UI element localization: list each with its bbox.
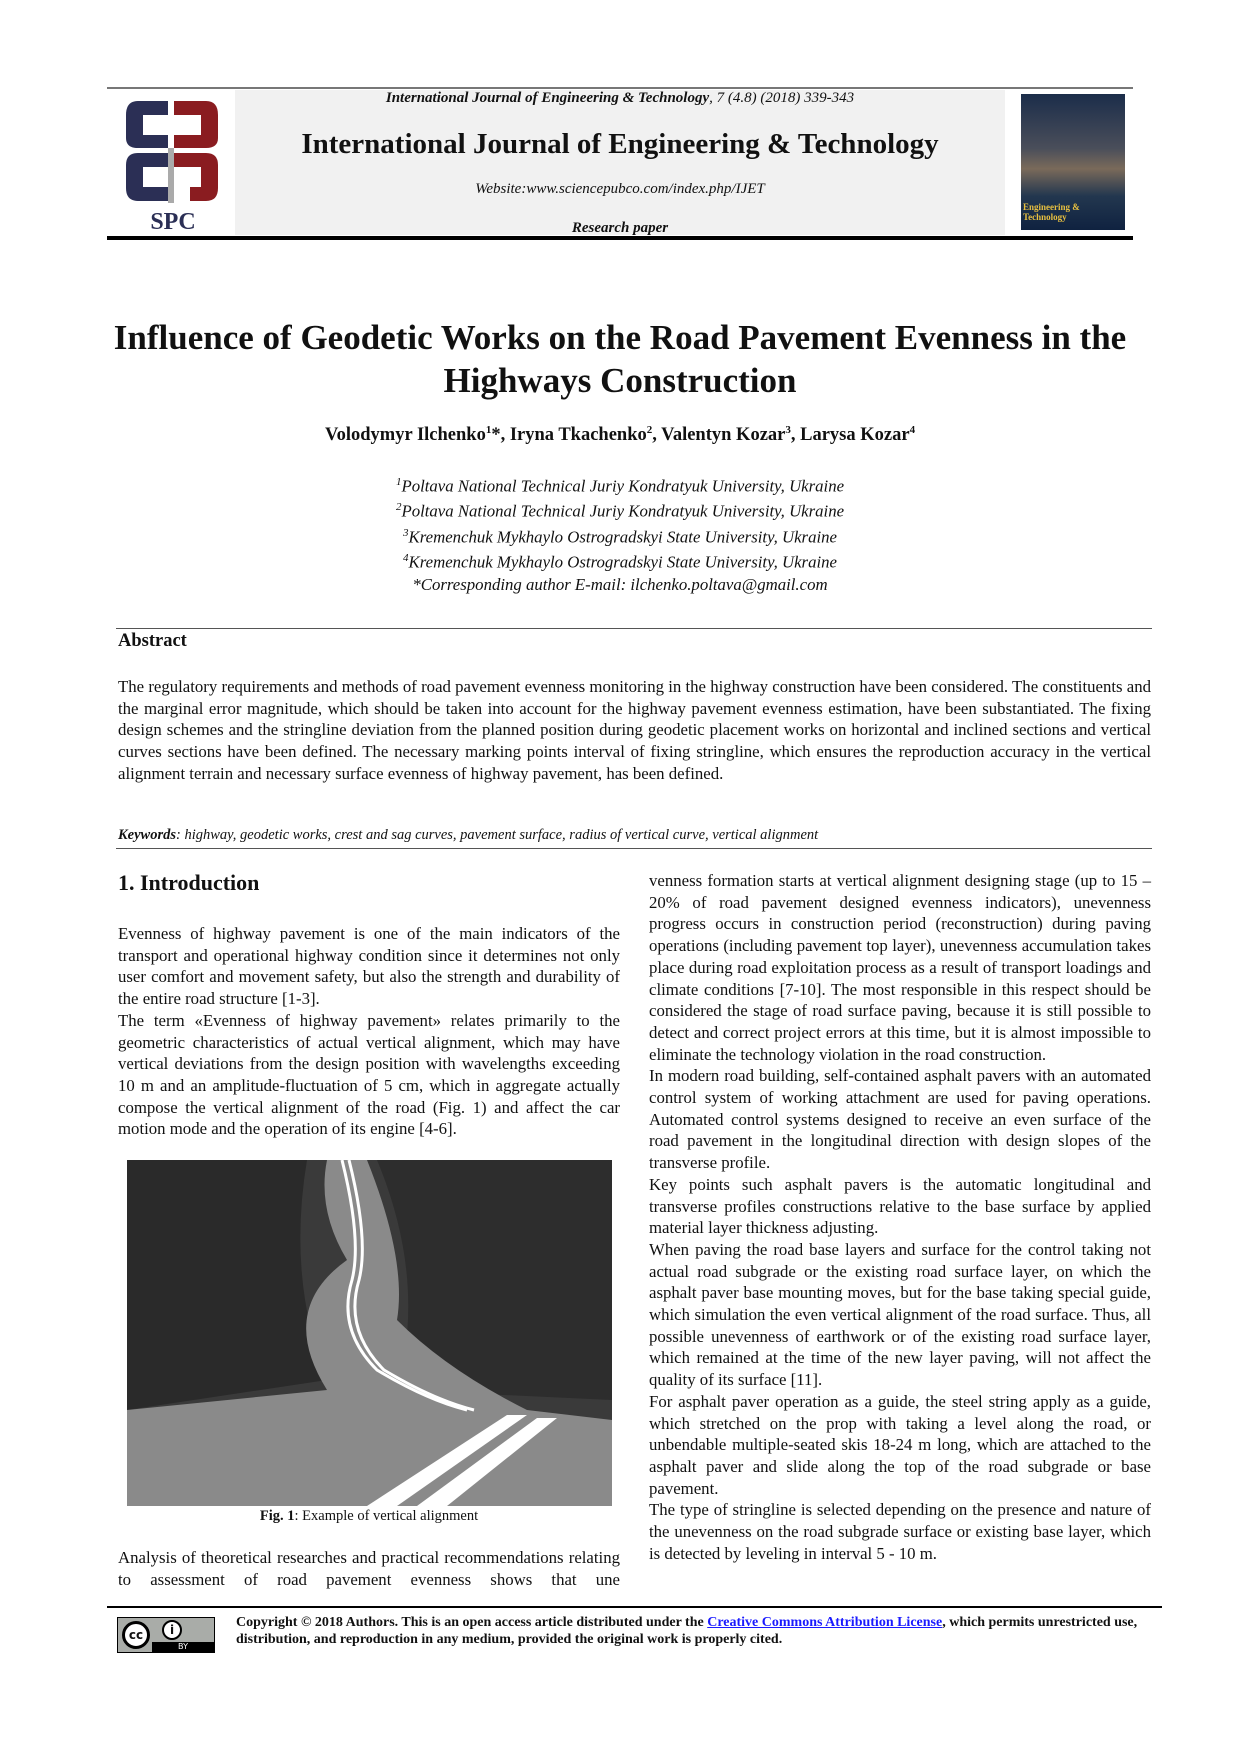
citation-journal: International Journal of Engineering & Technology [385, 90, 710, 106]
paragraph: Evenness of highway pavement is one of the main indicators of the transport and operational highway condition since it determines not only user comfort and movement safety, but also the strength and durability of the entire road structure [1-3]. [118, 924, 620, 1009]
journal-website[interactable]: Website:www.sciencepubco.com/index.php/IJET [475, 181, 765, 197]
license-link[interactable]: Creative Commons Attribution License [707, 1615, 943, 1630]
figure-caption [118, 1508, 620, 1525]
copyright-notice [236, 1614, 1151, 1648]
figure-road-image [127, 1160, 612, 1506]
cover-text: Engineering & Technology [1023, 202, 1080, 222]
affiliations [110, 472, 1130, 595]
intro-right-text [649, 870, 1151, 1565]
keywords-text: : highway, geodetic works, crest and sag curves, pavement surface, radius of vertical curve, vertical alignment [176, 827, 819, 843]
keywords-label: Keywords [118, 827, 176, 843]
journal-title: International Journal of Engineering & Technology [301, 128, 939, 160]
paragraph: In modern road building, self-contained asphalt pavers with an automated control system of working attachment are used for paving operations. Automated control systems designed to receive an even surface of the road pavement in the longitudinal direction with design slopes of the transverse profile. [649, 1066, 1151, 1173]
intro-left-text-continued: Analysis of theoretical researches and practical recommendations relating to assessment of road pavement evenness shows that une [118, 1548, 620, 1589]
cc-by-license-icon[interactable]: cc i BY [117, 1617, 215, 1653]
journal-cover [1021, 94, 1125, 230]
author: Volodymyr Ilchenko$^1$* [324, 424, 501, 446]
paper-type: Research paper [571, 220, 669, 236]
journal-header-box [235, 90, 1005, 235]
corresponding-author: *Corresponding author E-mail: ilchenko.poltava@gmail.com [412, 574, 828, 594]
cc-by-label: BY [152, 1642, 214, 1652]
publisher-logo [118, 93, 228, 233]
section-heading: 1. Introduction [118, 870, 260, 895]
paragraph: venness formation starts at vertical alignment designing stage (up to 15 – 20% of road pavement designed evenness indicators), unevenness progress occurs in construction period (reconstruction) during paving operations (including pavement top layer), unevenness accumulation takes place during road exploitation process as a result of transport loadings and climate conditions [7-10]. The most responsible in this respect should be considered the stage of road surface paving, because it is still possible to detect and correct project errors at this time, but it is almost impossible to eliminate the technology violation in the road construction. [649, 871, 1151, 1064]
keywords [118, 827, 1151, 844]
figure-caption-text: : Example of vertical alignment [294, 1508, 479, 1524]
citation-rest: , 7 (4.8) (2018) 339-343 [709, 90, 855, 106]
figure-label: Fig. 1 [259, 1508, 295, 1524]
author: Larysa Kozar$^4$ [800, 424, 916, 446]
copyright-text-end: , which permits unrestricted use, distribution, and reproduction in any medium, provided the original work is properly cited. [236, 1615, 1138, 1647]
paragraph: The term «Evenness of highway pavement» relates primarily to the geometric characteristics of actual vertical alignment, which may have vertical deviations from the design position with wavelengths exceeding 10 m and an amplitude-fluctuation of 5 cm, which in aggregate actually compose the vertical alignment of the road (Fig. 1) and affect the car motion mode and the operation of its engine [4-6]. [118, 1010, 620, 1139]
paragraph: The type of stringline is selected depending on the presence and nature of the unevenness on the road subgrade surface or existing base layer, which is detected by leveling in interval 5 - 10 m. [649, 1500, 1151, 1563]
author: Iryna Tkachenko$^2$ [509, 424, 653, 446]
paragraph: Key points such asphalt pavers is the automatic longitudinal and transverse profiles constructions relative to the base surface by applied material layer thickness adjusting. [649, 1174, 1151, 1238]
paper-title: Influence of Geodetic Works on the Road Pavement Evenness in the Highways Construction [113, 318, 1127, 400]
abstract-text: The regulatory requirements and methods of road pavement evenness monitoring in the highway construction have been considered. The constituents and the marginal error magnitude, which should be taken into account for the highway pavement evenness estimation, have been substantiated. The fixing design schemes and the stringline deviation from the planned position during geodetic placement works on horizontal and inclined sections and vertical curves sections have been defined. The necessary marking points interval of fixing stringline, which ensures the reproduction accuracy in the vertical alignment terrain and necessary surface evenness of highway pavement, has been defined. [118, 677, 1151, 783]
affiliation: $^4$Kremenchuk Mykhaylo Ostrogradskyi State University, Ukraine [403, 552, 837, 572]
logo-text: SPC [150, 209, 196, 235]
affiliation: $^3$Kremenchuk Mykhaylo Ostrogradskyi State University, Ukraine [403, 526, 837, 547]
author-list: Volodymyr Ilchenko$^1$*, Iryna Tkachenko$^2$, Valentyn Kozar$^3$, Larysa Kozar$^4$ [324, 424, 916, 446]
paragraph: For asphalt paver operation as a guide, the steel string apply as a guide, which stretched on the prop with taking a level along the road, or unbendable multiple-seated skis 18-24 m long, which are attached to the asphalt paver and slide along the top of the road subgrade or base pavement. [649, 1391, 1151, 1498]
paragraph: When paving the road base layers and surface for the control taking not actual road subgrade or the existing road surface layer, on which the asphalt paver base mounting moves, but for the base taking special guide, which simulation the even vertical alignment of the road surface. Thus, all possible unevenness of earthwork or of the existing road surface layer, which remained at the time of the new layer paving, will not affect the quality of its surface [11]. [649, 1239, 1151, 1390]
copyright-text: Copyright © 2018 Authors. This is an open access article distributed under the [236, 1615, 708, 1630]
affiliation: $^1$Poltava National Technical Juriy Kondratyuk University, Ukraine [395, 476, 845, 496]
intro-left-text [118, 923, 620, 1140]
affiliation: $^2$Poltava National Technical Juriy Kondratyuk University, Ukraine [395, 501, 845, 521]
abstract-heading: Abstract [118, 631, 187, 651]
citation-line [235, 90, 1005, 107]
author: Valentyn Kozar$^3$ [661, 424, 791, 446]
